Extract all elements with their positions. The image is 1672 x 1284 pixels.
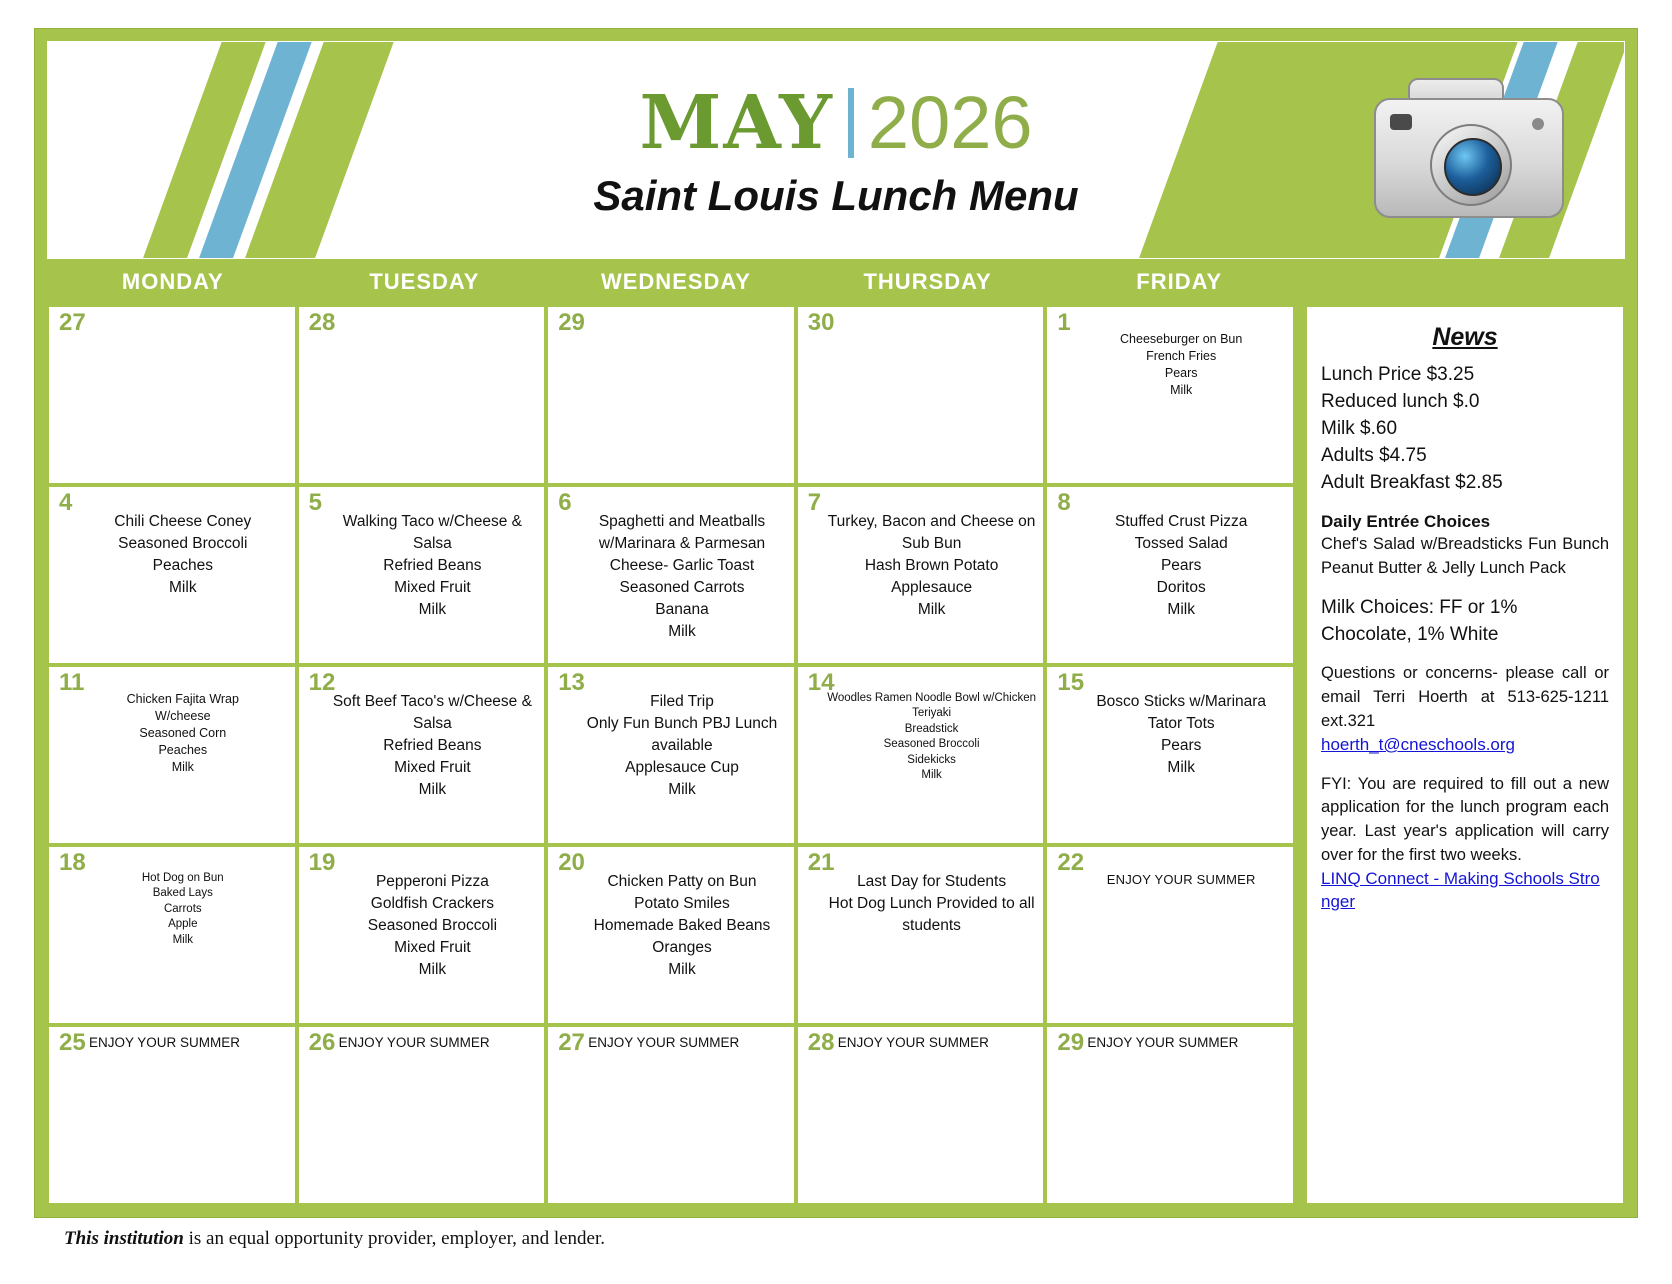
menu-item: Hash Brown Potato: [864, 557, 999, 574]
calendar-day-14[interactable]: [798, 667, 1044, 843]
calendar-day-12[interactable]: [299, 667, 545, 843]
calendar-day-20[interactable]: [548, 847, 794, 1023]
header-banner: [47, 41, 1625, 259]
title-divider: [848, 88, 854, 158]
camera-dot-icon: [1532, 118, 1544, 130]
menu-items: [554, 691, 788, 801]
calendar-day-28[interactable]: [299, 307, 545, 483]
day-number: 8: [1057, 489, 1071, 516]
menu-item: Baked Lays: [152, 887, 213, 900]
menu-item: Cheeseburger on Bun: [1120, 332, 1243, 346]
day-number: 4: [59, 489, 73, 516]
day-number: 13: [558, 669, 585, 696]
day-number: 5: [308, 489, 322, 516]
day-number: 27: [558, 1029, 585, 1056]
day-number: 19: [308, 849, 336, 876]
menu-item: Goldfish Crackers: [370, 895, 494, 912]
calendar-day-29[interactable]: [548, 307, 794, 483]
menu-item: Doritos: [1156, 579, 1206, 596]
menu-item: Milk: [169, 579, 197, 596]
calendar-day-30[interactable]: [798, 307, 1044, 483]
camera-icon: [1374, 72, 1564, 222]
news-heading: News: [1432, 323, 1498, 351]
footer-lead: This institution: [64, 1228, 184, 1249]
calendar-day-15[interactable]: [1047, 667, 1293, 843]
menu-items: [55, 691, 289, 775]
menu-item: Pears: [1160, 557, 1202, 574]
calendar-day-22[interactable]: [1047, 847, 1293, 1023]
menu-item: Pears: [1164, 365, 1198, 380]
menu-items: [305, 511, 539, 621]
calendar-body: [47, 305, 1625, 1205]
menu-item: Sidekicks: [907, 753, 956, 766]
day-number: 30: [807, 309, 835, 336]
menu-items: [804, 691, 1038, 783]
menu-item: Milk: [1167, 601, 1195, 618]
menu-item: Breadstick: [904, 722, 959, 735]
menu-item: W/cheese: [155, 708, 211, 723]
day-number: 6: [558, 489, 572, 516]
menu-item: Milk: [668, 623, 696, 640]
price-reduced-lunch: Reduced lunch $.0: [1321, 390, 1480, 412]
calendar-day-7[interactable]: [798, 487, 1044, 663]
calendar-day-19[interactable]: [299, 847, 545, 1023]
menu-item: Hot Dog on Bun: [141, 872, 224, 884]
price-milk: Milk $.60: [1321, 417, 1398, 439]
menu-item: Refried Beans: [383, 737, 482, 754]
menu-item: Spaghetti and Meatballs w/Marinara & Parmesan Cheese- Garlic Toast: [598, 513, 766, 574]
menu-item: Soft Beef Taco's w/Cheese & Salsa: [332, 693, 532, 732]
price-lunch: Lunch Price $3.25: [1321, 364, 1475, 385]
menu-item: Milk: [1167, 759, 1195, 776]
day-number: 21: [807, 849, 835, 876]
menu-item: Tossed Salad: [1134, 535, 1228, 552]
menu-items: [804, 1035, 1038, 1050]
calendar-day-13[interactable]: [548, 667, 794, 843]
menu-item: Tator Tots: [1147, 715, 1215, 732]
menu-item: Peaches: [152, 557, 213, 574]
menu-items: [1053, 691, 1287, 779]
menu-items: [305, 691, 539, 801]
menu-item: Seasoned Broccoli: [883, 738, 980, 751]
day-number: 25: [59, 1029, 86, 1056]
menu-item: Carrots: [163, 902, 202, 915]
menu-items: [305, 871, 539, 981]
menu-items: [1053, 1035, 1287, 1050]
menu-items: [1053, 511, 1287, 621]
menu-item: Potato Smiles: [634, 895, 730, 912]
menu-item: Seasoned Broccoli: [118, 535, 248, 552]
menu-items: [305, 1035, 539, 1050]
footer-rest: is an equal opportunity provider, employer, and lender.: [183, 1228, 605, 1249]
menu-item: Seasoned Broccoli: [367, 917, 498, 934]
milk-choices-text: Milk Choices: FF or 1% Chocolate, 1% White: [1321, 597, 1518, 645]
menu-item: Milk: [418, 781, 447, 798]
menu-item: Filed Trip: [650, 693, 714, 710]
news-spacer-1: [1321, 581, 1609, 595]
menu-item: Milk: [668, 961, 696, 978]
menu-items: [554, 511, 788, 643]
day-number: 7: [807, 489, 822, 516]
footer-note: [34, 1228, 1638, 1250]
fyi-text: FYI: You are required to fill out a new application for the lunch program each year. Last year's application will carry over for the first two weeks.: [1321, 774, 1609, 865]
year-title: 2026: [867, 81, 1033, 164]
weekday-wednesday: WEDNESDAY: [600, 269, 751, 294]
calendar-day-6[interactable]: [548, 487, 794, 663]
weekday-tuesday: TUESDAY: [369, 269, 480, 294]
day-number: 1: [1057, 309, 1071, 336]
menu-items: [554, 871, 788, 981]
menu-items: [55, 871, 289, 948]
camera-flash-icon: [1390, 114, 1412, 130]
weekday-thursday: THURSDAY: [863, 269, 992, 294]
menu-item: Seasoned Carrots: [619, 579, 745, 596]
menu-item: French Fries: [1146, 348, 1217, 363]
menu-item: Milk: [171, 759, 194, 774]
menu-item: Only Fun Bunch PBJ Lunch available: [586, 715, 778, 754]
menu-item: Turkey, Bacon and Cheese on Sub Bun: [827, 513, 1036, 552]
menu-item: Chicken Patty on Bun: [607, 873, 757, 890]
menu-items: [804, 871, 1038, 937]
calendar-grid: [47, 305, 1295, 1205]
calendar-day-1[interactable]: [1047, 307, 1293, 483]
menu-item: Seasoned Corn: [139, 725, 227, 740]
calendar-frame: [34, 28, 1638, 1218]
menu-item: ENJOY YOUR SUMMER: [338, 1035, 490, 1050]
day-number: 18: [59, 849, 86, 876]
menu-item: Milk: [418, 961, 447, 978]
calendar-day-29[interactable]: [1047, 1027, 1293, 1203]
camera-lens-inner-icon: [1444, 138, 1502, 196]
month-title: MAY: [639, 80, 834, 166]
menu-item: Mixed Fruit: [394, 579, 471, 596]
menu-item: Last Day for Students: [857, 873, 1007, 890]
day-number: 12: [308, 669, 336, 696]
entree-heading: Daily Entrée Choices: [1321, 511, 1491, 531]
menu-item: Milk: [921, 769, 942, 782]
menu-item: Hot Dog Lunch Provided to all students: [828, 895, 1035, 934]
menu-item: Milk: [917, 601, 946, 618]
calendar-day-25[interactable]: [49, 1027, 295, 1203]
menu-item: ENJOY YOUR SUMMER: [837, 1035, 989, 1050]
day-number: 11: [59, 669, 85, 696]
news-panel: [1305, 305, 1625, 1205]
menu-item: Banana: [655, 601, 709, 618]
day-number: 29: [1057, 1029, 1085, 1056]
menu-item: Mixed Fruit: [394, 939, 471, 956]
menu-item: Pepperoni Pizza: [375, 873, 489, 890]
calendar-day-5[interactable]: [299, 487, 545, 663]
calendar-day-26[interactable]: [299, 1027, 545, 1203]
menu-item: Bosco Sticks w/Marinara: [1096, 693, 1267, 710]
linq-connect-link[interactable]: LINQ Connect - Making Schools Stronger: [1321, 869, 1600, 911]
menu-item: Pears: [1160, 737, 1202, 754]
menu-item: ENJOY YOUR SUMMER: [89, 1035, 241, 1050]
day-number: 29: [558, 309, 585, 336]
menu-item: Stuffed Crust Pizza: [1115, 513, 1248, 530]
day-number: 20: [558, 849, 585, 876]
menu-item: Chili Cheese Coney: [114, 513, 252, 530]
calendar-day-18[interactable]: [49, 847, 295, 1023]
day-number: 15: [1057, 669, 1085, 696]
menu-item: Oranges: [652, 939, 712, 956]
menu-item: Mixed Fruit: [394, 759, 471, 776]
menu-subtitle: Saint Louis Lunch Menu: [593, 172, 1079, 219]
calendar-day-27[interactable]: [49, 307, 295, 483]
menu-item: Walking Taco w/Cheese & Salsa: [342, 513, 522, 552]
menu-item: Applesauce: [891, 579, 973, 596]
news-spacer-2: [1321, 648, 1609, 662]
day-number: 28: [807, 1029, 835, 1056]
calendar-day-4[interactable]: [49, 487, 295, 663]
menu-items: [1053, 871, 1287, 889]
menu-item: Homemade Baked Beans: [593, 917, 771, 934]
menu-item: Peaches: [158, 742, 208, 757]
contact-text: Questions or concerns- please call or email Terri Hoerth at 513-625-1211 ext.321: [1321, 664, 1609, 731]
day-number: 26: [308, 1029, 336, 1056]
camera-lens-icon: [1430, 124, 1512, 206]
menu-items: [554, 1035, 788, 1050]
menu-item: Milk: [668, 781, 696, 798]
menu-item: Refried Beans: [383, 557, 482, 574]
contact-email-link[interactable]: hoerth_t@cneschools.org: [1321, 735, 1515, 755]
menu-item: Milk: [172, 933, 194, 946]
calendar-day-8[interactable]: [1047, 487, 1293, 663]
day-number: 22: [1057, 849, 1085, 876]
menu-item: Chicken Fajita Wrap: [126, 692, 239, 706]
menu-item: Milk: [1170, 382, 1193, 397]
weekday-header-row: [47, 259, 1625, 305]
day-number: 28: [308, 309, 336, 336]
day-number: 14: [807, 669, 835, 696]
entree-text: Chef's Salad w/Breadsticks Fun Bunch Peanut Butter & Jelly Lunch Pack: [1321, 535, 1609, 578]
weekday-monday: MONDAY: [121, 269, 224, 294]
calendar-day-11[interactable]: [49, 667, 295, 843]
calendar-day-21[interactable]: [798, 847, 1044, 1023]
menu-item: ENJOY YOUR SUMMER: [1106, 872, 1256, 887]
menu-item: Applesauce Cup: [625, 759, 739, 776]
menu-items: [55, 511, 289, 599]
calendar-day-27[interactable]: [548, 1027, 794, 1203]
menu-items: [804, 511, 1038, 621]
calendar-day-28[interactable]: [798, 1027, 1044, 1203]
weekday-friday: FRIDAY: [1136, 269, 1223, 294]
menu-items: [55, 1035, 289, 1050]
menu-items: [1053, 331, 1287, 399]
price-adults: Adults $4.75: [1321, 444, 1427, 466]
menu-item: ENJOY YOUR SUMMER: [588, 1035, 740, 1050]
day-number: 27: [59, 309, 86, 336]
price-adult-breakfast: Adult Breakfast $2.85: [1321, 471, 1503, 493]
menu-item: Apple: [168, 918, 198, 931]
menu-item: ENJOY YOUR SUMMER: [1087, 1035, 1239, 1050]
menu-item: Milk: [418, 601, 447, 618]
menu-item: Woodles Ramen Noodle Bowl w/Chicken Teriyaki: [827, 692, 1036, 720]
